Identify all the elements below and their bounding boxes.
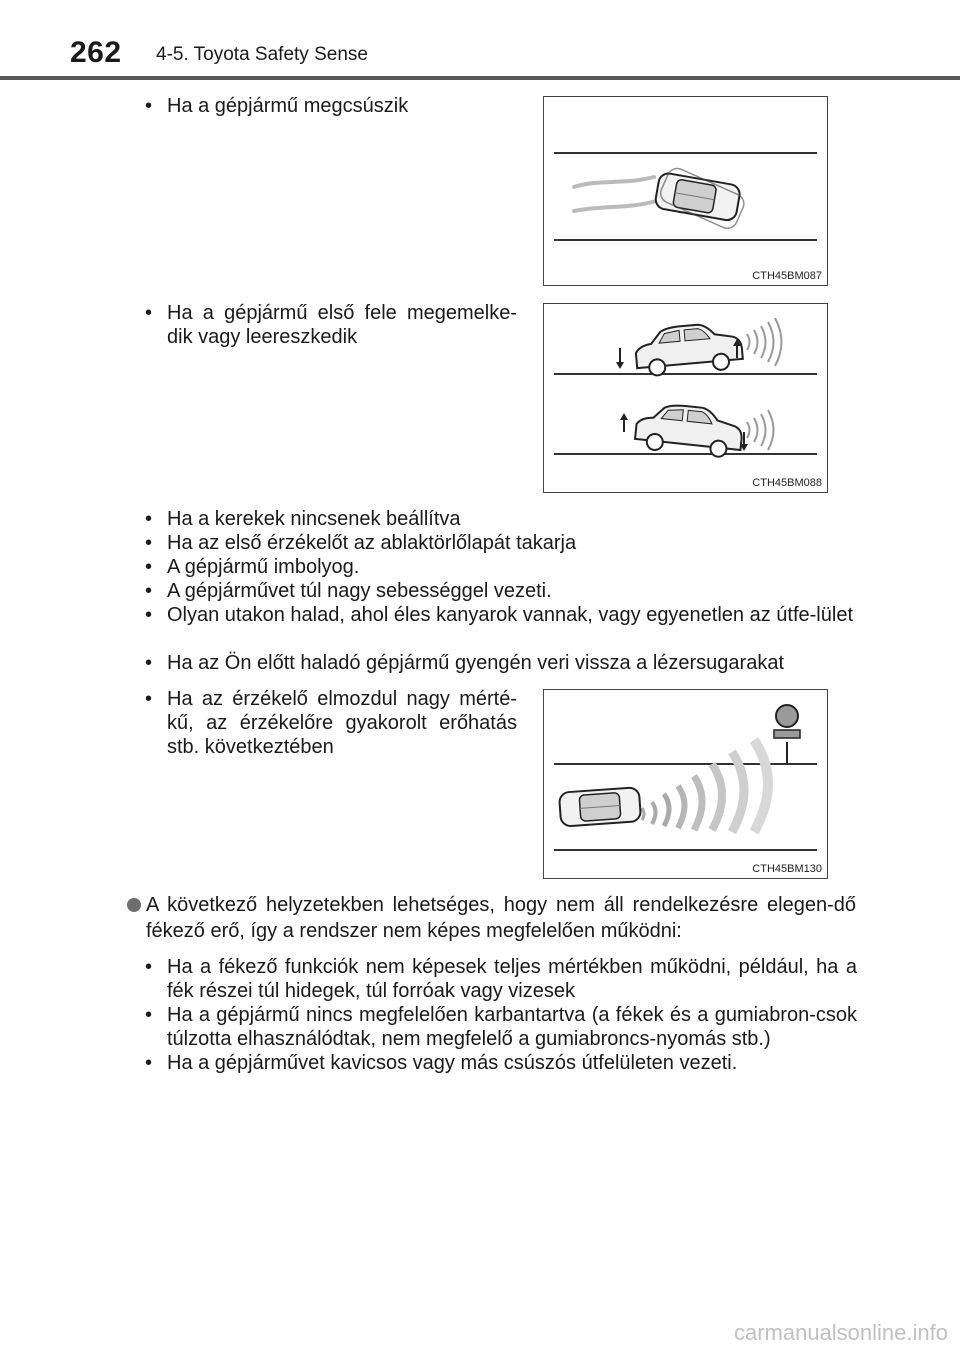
bullet-sensor-displaced (145, 687, 517, 759)
bullet-poor-maintenance (145, 1003, 857, 1051)
bullet-text: Ha a gépjármű első fele megemelke-dik vagy leereszkedik (167, 302, 517, 348)
bullet-slippery-surface (145, 1051, 857, 1075)
bullet-dot: • (145, 604, 153, 626)
figure-skidding-car (543, 96, 828, 286)
bullet-text: Ha a fékező funkciók nem képesek teljes mértékben működni, például, ha a fék részei túl hidegek, túl forróak vagy vizesek (167, 956, 857, 1002)
figure-sensor-misaligned (543, 689, 828, 879)
bullet-dot: • (145, 302, 153, 324)
bullet-skid (145, 94, 515, 118)
bullet-text: Ha az érzékelő elmozdul nagy mérté-kű, az érzékelőre gyakorolt erőhatás stb. következtében (167, 688, 517, 758)
bullet-dot: • (145, 95, 153, 117)
figure-code: CTH45BM130 (752, 863, 822, 875)
bullet-text: Ha a gépjárművet kavicsos vagy más csúszós útfelületen vezeti. (167, 1052, 738, 1074)
bullet-text: A gépjármű imbolyog. (167, 556, 360, 578)
bullet-text: A gépjárművet túl nagy sebességgel vezeti. (167, 580, 552, 602)
bullet-text: Ha a gépjármű nincs megfelelően karbantartva (a fékek és a gumiabron-csok túlzotta elhasználódtak, nem megfelelő a gumiabroncs-nyomás stb.) (167, 1004, 857, 1050)
car-pitching-illustration (544, 304, 827, 492)
bullet-vehicle-sways (145, 555, 857, 579)
bullet-text: Ha az Ön előtt haladó gépjármű gyengén veri vissza a lézersugarakat (167, 652, 785, 674)
skidding-car-illustration (544, 97, 827, 285)
section-bullet-icon (127, 898, 141, 912)
bullet-dot: • (145, 956, 153, 978)
bullet-text: Olyan utakon halad, ahol éles kanyarok vannak, vagy egyenetlen az útfe-lület (167, 604, 853, 626)
bullet-brake-function-limited (145, 955, 857, 1003)
bullet-dot: • (145, 688, 153, 710)
figure-code: CTH45BM087 (752, 270, 822, 282)
header-rule (0, 76, 960, 80)
sensor-misaligned-illustration (544, 690, 827, 878)
bullet-sharp-curves (145, 603, 857, 627)
bullet-text: Ha a kerekek nincsenek beállítva (167, 508, 461, 530)
insufficient-braking-paragraph: A következő helyzetekben lehetséges, hogy nem áll rendelkezésre elegen-dő fékező erő, így a rendszer nem képes megfelelően működni: (146, 894, 856, 942)
bullet-dot: • (145, 1004, 153, 1026)
bullet-wheels-misaligned (145, 507, 857, 531)
page-header (0, 0, 960, 80)
bullet-text: Ha a gépjármű megcsúszik (167, 95, 409, 117)
bullet-dot: • (145, 1052, 153, 1074)
bullet-speeding (145, 579, 857, 603)
bullet-text: Ha az első érzékelőt az ablaktörlőlapát takarja (167, 532, 577, 554)
page-number: 262 (70, 36, 122, 69)
bullet-weak-laser-reflection (145, 651, 857, 675)
bullet-front-rise (145, 301, 517, 349)
bullet-wiper-covers-sensor (145, 531, 857, 555)
bullet-dot: • (145, 652, 153, 674)
section-title: 4-5. Toyota Safety Sense (156, 44, 368, 65)
bullet-dot: • (145, 556, 153, 578)
watermark: carmanualsonline.info (733, 1320, 948, 1345)
figure-car-pitching (543, 303, 828, 493)
figure-code: CTH45BM088 (752, 477, 822, 489)
bullet-dot: • (145, 508, 153, 530)
bullet-dot: • (145, 532, 153, 554)
bullet-dot: • (145, 580, 153, 602)
